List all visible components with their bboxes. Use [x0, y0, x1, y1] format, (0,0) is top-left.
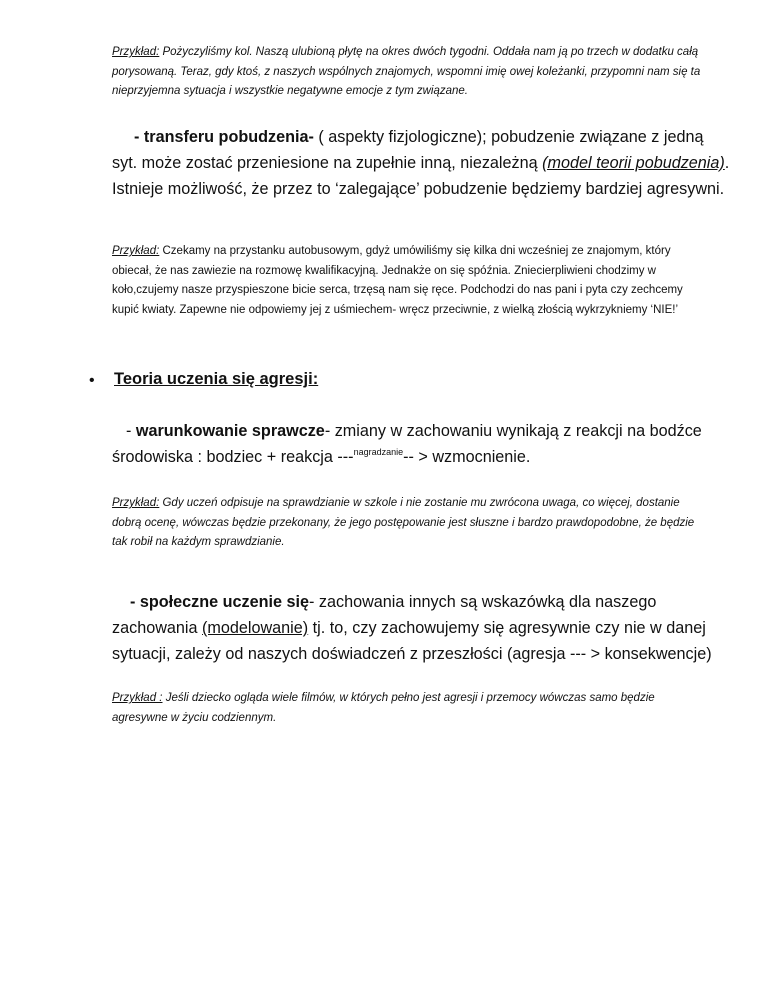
- social-text-1: - zachowania innych są wskazówką dla naszego zachowania: [112, 593, 657, 637]
- example-label: Przykład:: [112, 245, 160, 257]
- modeling-term: (modelowanie): [202, 619, 309, 637]
- example-text: Czekamy na przystanku autobusowym, gdyż umówiliśmy się kilka dni wcześniej ze znajomym, który obiecał, że nas zawiezie na rozmowę kwalifikacyjną. Jednakże on się spóźnia. Zniecierpliwieni chodzimy w koło,czujemy nasze przyspieszone bicie serca, trzęsą nam się ręce. Podchodzi do nas pani i pyta czy zechcemy kupić kwiaty. Zapewne nie odpowiemy jej z uśmiechem- wręcz przeciwnie, z wielką złością wykrzykniemy ‘NIE!’: [112, 245, 683, 316]
- social-learning-paragraph: [112, 589, 722, 667]
- conditioning-term: warunkowanie sprawcze: [135, 422, 325, 440]
- social-learning-term: - społeczne uczenie się: [130, 593, 310, 611]
- transfer-paragraph: [112, 124, 732, 202]
- reward-superscript: nagradzanie: [353, 447, 404, 457]
- conditioning-paragraph: [112, 418, 732, 470]
- transfer-term: - transferu pobudzenia-: [134, 128, 314, 146]
- transfer-text-1: ( aspekty fizjologiczne); pobudzenie związane z jedną syt. może zostać przeniesione na zupełnie inną, niezależną: [112, 128, 704, 172]
- arousal-model-link: (model teorii pobudzenia): [542, 154, 725, 172]
- example-label: Przykład :: [112, 692, 163, 704]
- conditioning-prefix: -: [126, 422, 136, 440]
- example-paragraph-3: [112, 494, 712, 553]
- conditioning-text-1: - zmiany w zachowaniu wynikają z reakcji na bodźce środowiska : bodziec + reakcja ---: [112, 422, 702, 466]
- social-text-2: tj. to, czy zachowujemy się agresywnie czy nie w danej sytuacji, zależy od naszych doświadczeń z przeszłości (agresja --- > konsekwencje): [112, 619, 712, 663]
- example-label: Przykład:: [112, 46, 160, 58]
- example-text: Jeśli dziecko ogląda wiele filmów, w których pełno jest agresji i przemocy wówczas samo będzie agresywne w życiu codziennym.: [112, 692, 655, 724]
- example-text: Gdy uczeń odpisuje na sprawdzianie w szkole i nie zostanie mu zwrócona uwaga, co więcej, dostanie dobrą ocenę, wówczas będzie przekonany, że jego postępowanie jest słuszne i bardzo prawdopodobne, że będzie tak robił na każdym sprawdzianie.: [112, 497, 695, 548]
- transfer-text-2: . Istnieje możliwość, że przez to ‘zalegające’ pobudzenie będziemy bardziej agresywni.: [112, 154, 730, 198]
- example-paragraph-4: [112, 689, 712, 728]
- bullet-marker: •: [89, 372, 95, 389]
- example-paragraph-1: [112, 43, 712, 102]
- section-heading: Teoria uczenia się agresji:: [114, 370, 319, 388]
- example-text: Pożyczyliśmy kol. Naszą ulubioną płytę na okres dwóch tygodni. Oddała nam ją po trzech w dodatku całą porysowaną. Teraz, gdy ktoś, z naszych wspólnych znajomych, wspomni imię owej koleżanki, przypomni nam się ta nieprzyjemna sytuacja i wszystkie negatywne emocje z tym związane.: [112, 46, 701, 97]
- conditioning-text-2: -- > wzmocnienie.: [403, 448, 531, 466]
- example-paragraph-2: [112, 242, 712, 320]
- example-label: Przykład:: [112, 497, 160, 509]
